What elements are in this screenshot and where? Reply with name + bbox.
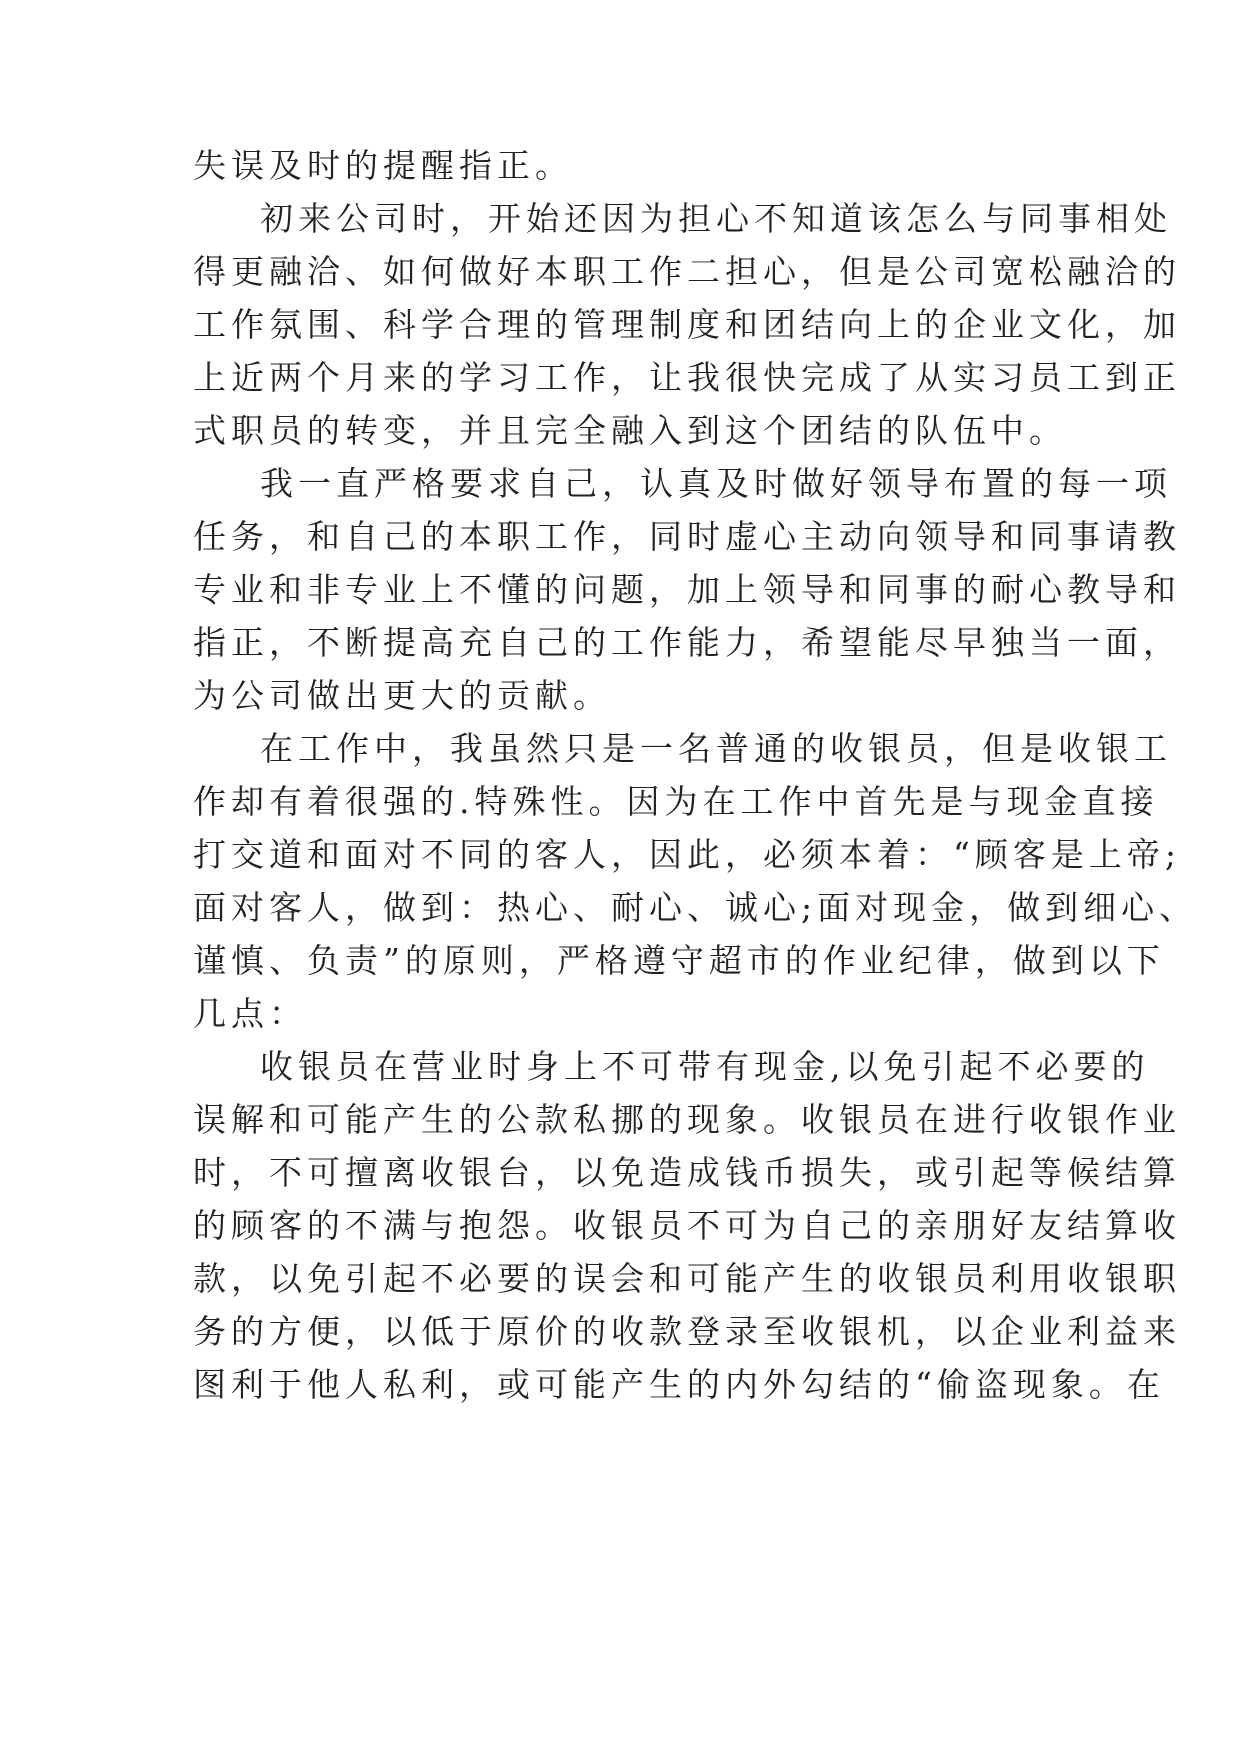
- text-line: 款，以免引起不必要的误会和可能产生的收银员利用收银职: [193, 1259, 1181, 1298]
- text-line: 打交道和面对不同的客人，因此，必须本着：“顾客是上帝;: [193, 835, 1181, 874]
- text-line: 几点：: [193, 994, 307, 1033]
- text-line: 收银员在营业时身上不可带有现金,以免引起不必要的: [260, 1047, 1150, 1086]
- text-line: 专业和非专业上不懂的问题，加上领导和同事的耐心教导和: [193, 570, 1181, 609]
- text-line: 得更融洽、如何做好本职工作二担心，但是公司宽松融洽的: [193, 252, 1181, 291]
- text-line: 失误及时的提醒指正。: [193, 146, 573, 185]
- text-line: 时，不可擅离收银台，以免造成钱币损失，或引起等候结算: [193, 1153, 1181, 1192]
- text-line: 我一直严格要求自己，认真及时做好领导布置的每一项: [260, 464, 1172, 503]
- text-line: 在工作中，我虽然只是一名普通的收银员，但是收银工: [260, 729, 1172, 768]
- text-line: 图利于他人私利，或可能产生的内外勾结的“偷盗现象。在: [193, 1365, 1165, 1404]
- text-line: 务的方便，以低于原价的收款登录至收银机，以企业利益来: [193, 1312, 1181, 1351]
- text-line: 指正，不断提高充自己的工作能力，希望能尽早独当一面，: [193, 623, 1181, 662]
- text-line: 式职员的转变，并且完全融入到这个团结的队伍中。: [193, 411, 1067, 450]
- text-line: 作却有着很强的.特殊性。因为在工作中首先是与现金直接: [193, 782, 1159, 821]
- text-line: 初来公司时，开始还因为担心不知道该怎么与同事相处: [260, 199, 1172, 238]
- text-line: 为公司做出更大的贡献。: [193, 676, 611, 715]
- text-line: 工作氛围、科学合理的管理制度和团结向上的企业文化，加: [193, 305, 1181, 344]
- text-line: 谨慎、负责”的原则，严格遵守超市的作业纪律，做到以下: [193, 941, 1165, 980]
- text-line: 面对客人，做到：热心、耐心、诚心;面对现金，做到细心、: [193, 888, 1198, 927]
- text-line: 任务，和自己的本职工作，同时虚心主动向领导和同事请教: [193, 517, 1181, 556]
- text-line: 误解和可能产生的公款私挪的现象。收银员在进行收银作业: [193, 1100, 1181, 1139]
- text-line: 上近两个月来的学习工作，让我很快完成了从实习员工到正: [193, 358, 1181, 397]
- text-line: 的顾客的不满与抱怨。收银员不可为自己的亲朋好友结算收: [193, 1206, 1181, 1245]
